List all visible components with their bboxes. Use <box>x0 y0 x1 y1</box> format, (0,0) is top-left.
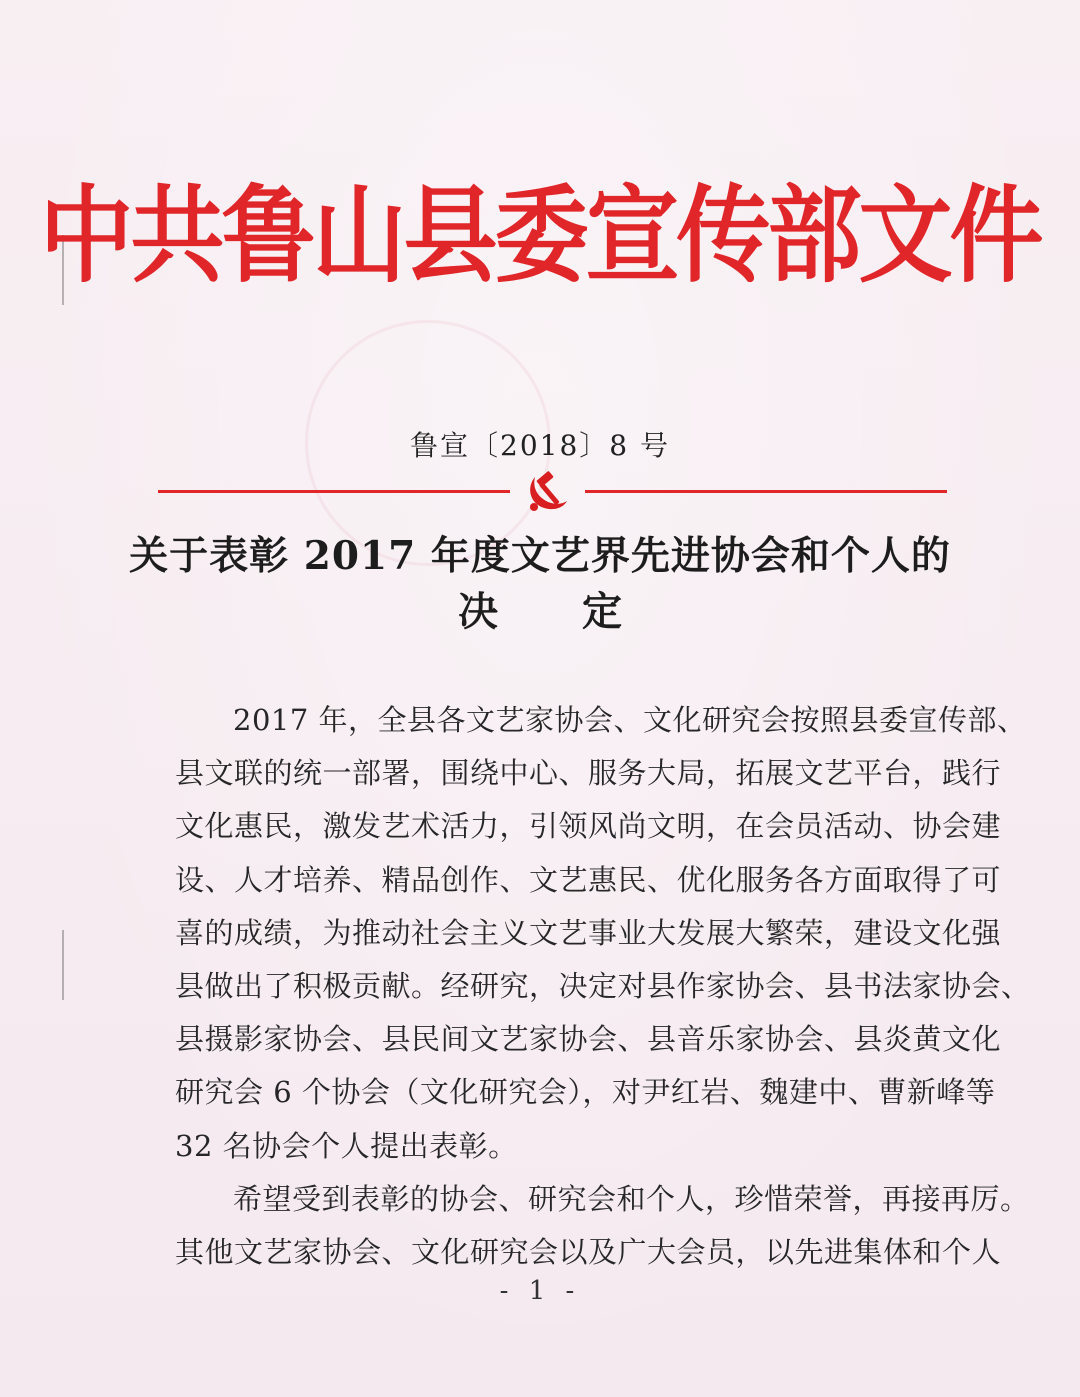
body-line: 县摄影家协会、县民间文艺家协会、县音乐家协会、县炎黄文化 <box>175 1022 1002 1057</box>
body-line: 县文联的统一部署，围绕中心、服务大局，拓展文艺平台，践行 <box>175 756 1002 791</box>
body-line: 文化惠民，激发艺术活力，引领风尚文明，在会员活动、协会建 <box>175 809 1002 844</box>
red-divider-left <box>158 490 510 493</box>
body-line: 设、人才培养、精品创作、文艺惠民、优化服务各方面取得了可 <box>175 862 1002 897</box>
body-line: 研究会 6 个协会（文化研究会），对尹红岩、魏建中、曹新峰等 <box>175 1075 996 1110</box>
decision-subtitle: 决 定 <box>458 588 622 635</box>
body-line: 其他文艺家协会、文化研究会以及广大会员，以先进集体和个人 <box>175 1234 1002 1269</box>
page-number: - 1 - <box>499 1276 581 1306</box>
document-number: 鲁宣〔2018〕8 号 <box>410 429 670 462</box>
hammer-sickle-icon <box>523 467 571 515</box>
margin-mark <box>62 930 64 1000</box>
red-divider-right <box>585 490 947 493</box>
document-body <box>175 694 1031 1279</box>
document-header-title: 中共鲁山县委宣传部文件 <box>39 175 1041 298</box>
body-line: 喜的成绩，为推动社会主义文艺事业大发展大繁荣，建设文化强 <box>175 915 1002 950</box>
body-line: 2017 年，全县各文艺家协会、文化研究会按照县委宣传部、 <box>233 703 1027 737</box>
body-line: 县做出了积极贡献。经研究，决定对县作家协会、县书法家协会、 <box>175 968 1031 1003</box>
decision-title: 关于表彰 2017 年度文艺界先进协会和个人的 <box>129 533 951 579</box>
body-line: 32 名协会个人提出表彰。 <box>175 1128 518 1163</box>
body-line: 希望受到表彰的协会、研究会和个人，珍惜荣誉，再接再厉。 <box>233 1181 1030 1216</box>
